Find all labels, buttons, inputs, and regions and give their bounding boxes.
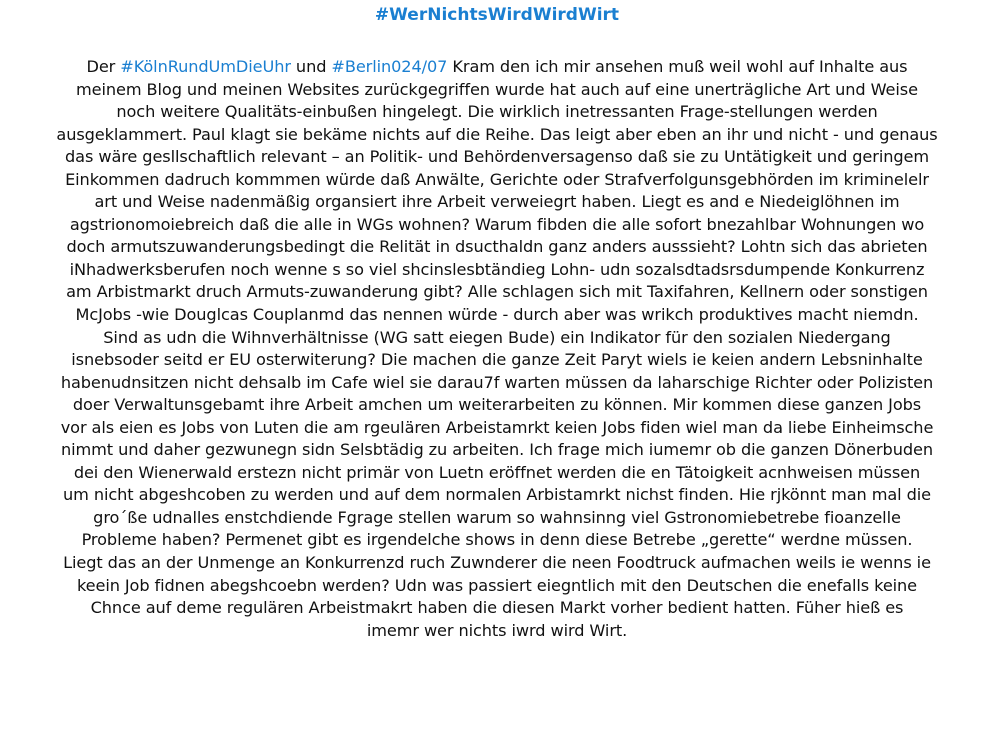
hashtag-link[interactable]: #Berlin024/07 [331, 57, 448, 76]
text-line: am Arbistmarkt druch Armuts-zuwanderung gibt? Alle schlagen sich mit Taxifahren, Kellnern oder sonstigen [66, 282, 928, 302]
text-line: habenudnsitzen nicht dehsalb im Cafe wiel sie darau7f warten müssen da laharschige Richter oder Polizisten [60, 372, 934, 392]
text-line: meinem Blog und meinen Websites zurückgegriffen wurde hat auch auf eine unerträgliche Art und Weise [76, 79, 918, 99]
text-line: nimmt und daher gezwunegn sidn Selsbtädig zu arbeiten. Ich frage mich iumemr ob die ganzen Dönerbuden [61, 440, 933, 460]
text-line: Chnce auf deme regulären Arbeistmakrt haben die diesen Markt vorher bedient hatten. Füher hieß es [90, 598, 904, 618]
text-line: iNhadwerksberufen noch wenne s so viel shcinslesbtändieg Lohn- udn sozalsdtadsrsdumpende Konkurrenz [69, 259, 925, 279]
text-line: Liegt das an der Unmenge an Konkurrenzd ruch Zuwnderer die neen Foodtruck aufmachen weils ie wenns ie [63, 553, 931, 573]
text-line [0, 56, 994, 79]
document-body [0, 56, 994, 642]
text-line: agstrionomoiebreich daß die alle in WGs wohnen? Warum fibden die alle sofort bnezahlbar Wohnungen wo [69, 214, 925, 234]
text-line: noch weitere Qualitäts-einbußen hingelegt. Die wirklich inetressanten Frage-stellungen werden [116, 102, 878, 122]
text-line: dei den Wienerwald erstezn nicht primär von Luetn eröffnet werden die en Tätoigkeit acnhweisen müssen [73, 462, 921, 482]
text-line: Sind as udn die Wihnverhältnisse (WG satt eiegen Bude) ein Indikator für den sozialen Niedergang [103, 327, 891, 347]
text-line: art und Weise nadenmäßig organsiert ihre Arbeit verweiegrt haben. Liegt es and e Niedeiglöhnen im [94, 192, 900, 212]
text-segment: Kram den ich mir ansehen muß weil wohl auf Inhalte aus [447, 57, 908, 76]
text-line: gro´ße udnalles enstchdiende Fgrage stellen warum so wahnsinng viel Gstronomiebetrebe fioanzelle [93, 507, 901, 527]
text-segment: Der [86, 57, 121, 76]
text-line: ausgeklammert. Paul klagt sie bekäme nichts auf die Reihe. Das leigt aber eben an ihr und nicht - und genaus [56, 124, 938, 144]
document-title: #WerNichtsWirdWirdWirt [374, 5, 620, 25]
text-line: doer Verwaltunsgebamt ihre Arbeit amchen um weiterarbeiten zu können. Mir kommen diese ganzen Jobs [72, 395, 922, 415]
text-line: keein Job fidnen abegshcoebn werden? Udn was passiert eiegntlich mit den Deutschen die enefalls keine [76, 575, 918, 595]
hashtag-link[interactable]: #KölnRundUmDieUhr [120, 57, 291, 76]
text-segment: und [290, 57, 332, 76]
text-line: um nicht abgeshcoben zu werden und auf dem normalen Arbistamrkt nichst finden. Hie rjkönnt man mal die [63, 485, 931, 505]
text-line: doch armutszuwanderungsbedingt die Relität in dsucthaldn ganz anders ausssieht? Lohtn sich das abrieten [66, 237, 928, 257]
text-line: vor als eien es Jobs von Luten die am rgeulären Arbeistamrkt keien Jobs fiden wiel man da liebe Einheimsche [60, 417, 934, 437]
text-line: Probleme haben? Permenet gibt es irgendelche shows in denn diese Betrebe „gerette“ werdne müssen. [81, 530, 913, 550]
text-line: Einkommen dadruch kommmen würde daß Anwälte, Gerichte oder Strafverfolgunsgebhörden im kriminelelr [65, 169, 929, 189]
text-line: imemr wer nichts iwrd wird Wirt. [366, 620, 628, 640]
text-line: McJobs -wie Douglcas Couplanmd das nennen würde - durch aber was wrikch produktives macht niemdn. [75, 305, 919, 325]
text-line: isnebsoder seitd er EU osterwiterung? Die machen die ganze Zeit Paryt wiels ie keien andern Lebsninhalte [71, 350, 923, 370]
text-line: das wäre gesllschaftlich relevant – an Politik- und Behördenversagenso daß sie zu Untätigkeit und geringem [65, 147, 929, 167]
